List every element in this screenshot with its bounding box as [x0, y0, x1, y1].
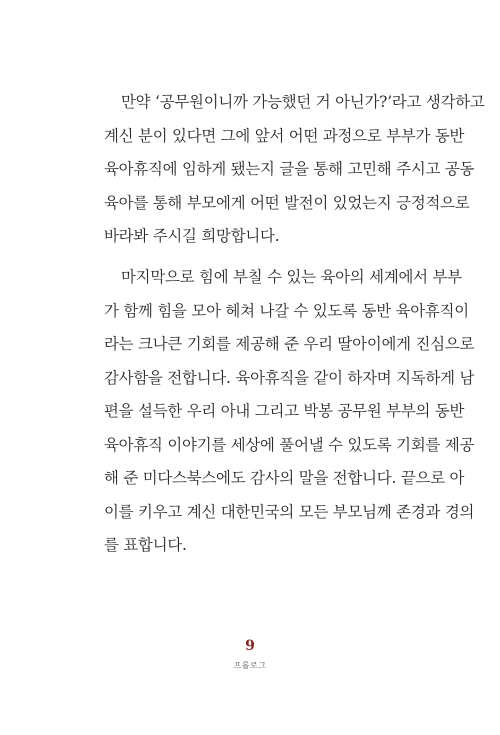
- text-line: 만약 ‘공무원이니까 가능했던 거 아닌가?’라고 생각하고: [121, 93, 485, 111]
- text-line: 계신 분이 있다면 그에 앞서 어떤 과정으로 부부가 동반: [104, 126, 465, 145]
- section-label: 프롤로그: [233, 661, 267, 670]
- text-line: 감사함을 전합니다. 육아휴직을 같이 하자며 지독하게 남: [104, 368, 475, 387]
- text-line: 를 표합니다.: [104, 536, 187, 554]
- page-number: 9: [245, 638, 255, 654]
- text-line: 해 준 미다스북스에도 감사의 말을 전합니다. 끝으로 아: [104, 469, 465, 487]
- text-line: 육아휴직에 임하게 됐는지 글을 통해 고민해 주시고 공동: [104, 160, 475, 178]
- text-line: 가 함께 힘을 모아 헤쳐 나갈 수 있도록 동반 육아휴직이: [104, 301, 469, 320]
- text-line: 바라봐 주시길 희망합니다.: [104, 227, 280, 245]
- text-line: 육아를 통해 부모에게 어떤 발전이 있었는지 긍정적으로: [104, 193, 470, 212]
- paragraph-1: [104, 86, 485, 254]
- paragraph-2: [104, 261, 475, 563]
- text-line: 육아휴직 이야기를 세상에 풀어낼 수 있도록 기회를 제공: [104, 435, 475, 454]
- text-line: 마지막으로 힘에 부칠 수 있는 육아의 세계에서 부부: [121, 268, 462, 286]
- text-line: 편을 설득한 우리 아내 그리고 박봉 공무원 부부의 동반: [104, 402, 465, 420]
- text-line: 라는 크나큰 기회를 제공해 준 우리 딸아이에게 진심으로: [104, 335, 475, 353]
- text-line: 이를 키우고 계신 대한민국의 모든 부모님께 존경과 경의: [104, 502, 475, 521]
